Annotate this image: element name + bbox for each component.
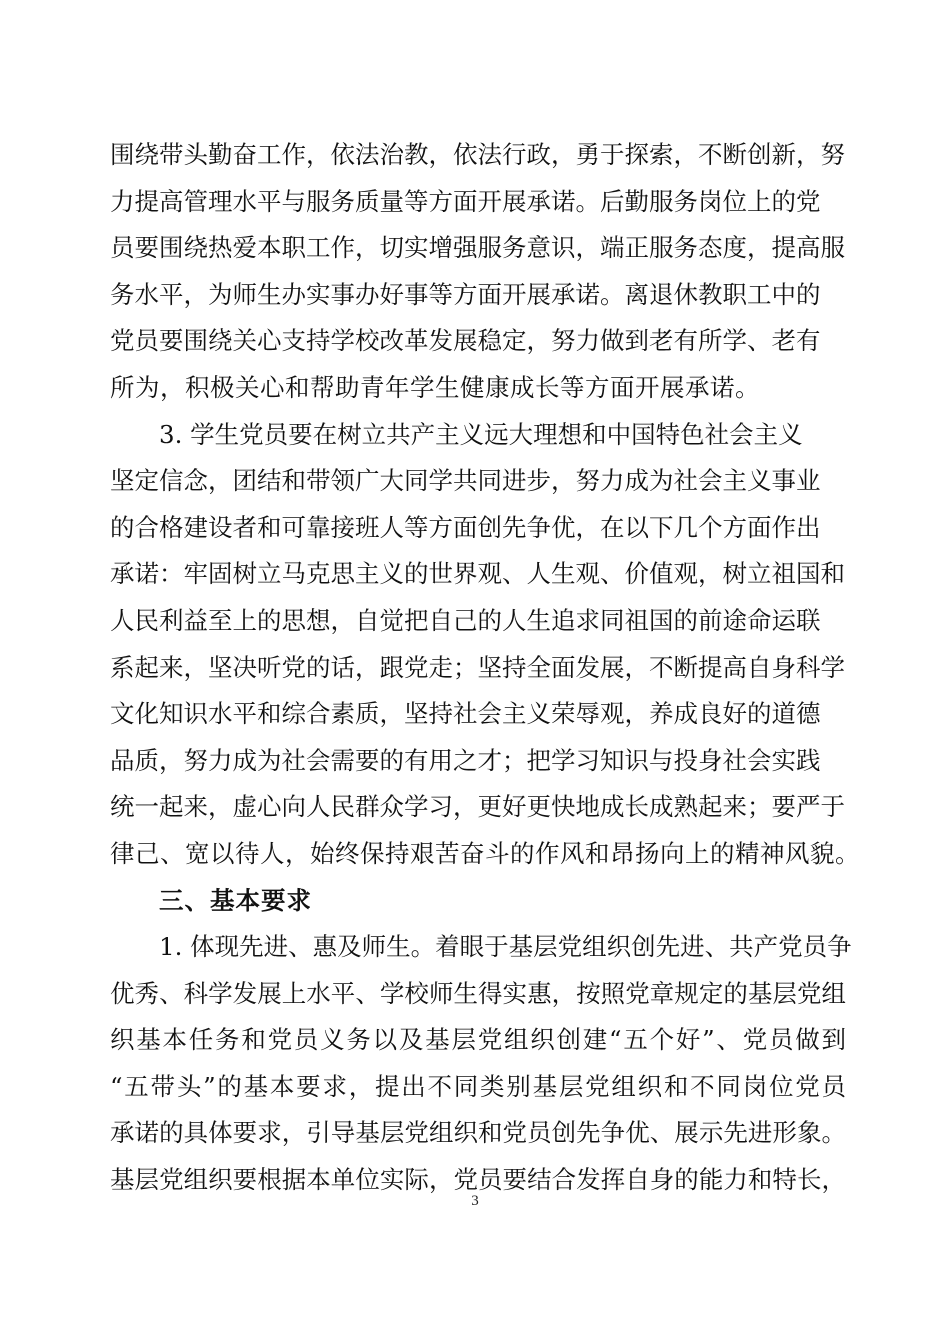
text-line: 坚定信念，团结和带领广大同学共同进步，努力成为社会主义事业 [110, 466, 821, 496]
text-line: 律己、宽以待人，始终保持艰苦奋斗的作风和昂扬向上的精神风貌。 [110, 838, 860, 868]
section-heading: 三、基本要求 [159, 885, 312, 915]
text-line: 文化知识水平和综合素质，坚持社会主义荣辱观，养成良好的道德 [110, 699, 821, 729]
text-line: 党员要围绕关心支持学校改革发展稳定，努力做到老有所学、老有 [110, 326, 821, 356]
text-line: 的合格建设者和可靠接班人等方面创先争优，在以下几个方面作出 [110, 512, 821, 542]
text-line: 统一起来，虚心向人民群众学习，更好更快地成长成熟起来；要严于 [110, 792, 845, 822]
page-number: 3 [471, 1193, 479, 1209]
paragraph-student-members [110, 412, 860, 878]
text-line: 品质，努力成为社会需要的有用之才；把学习知识与投身社会实践 [110, 745, 821, 775]
text-line: 人民利益至上的思想，自觉把自己的人生追求同祖国的前途命运联 [110, 605, 821, 635]
text-line: 所为，积极关心和帮助青年学生健康成长等方面开展承诺。 [110, 372, 760, 402]
document-body [110, 132, 860, 1204]
text-line: 1. 体现先进、惠及师生。着眼于基层党组织创先进、共产党员争 [159, 932, 852, 962]
text-line: 围绕带头勤奋工作，依法治教，依法行政，勇于探索，不断创新，努 [110, 140, 845, 169]
text-line: 系起来，坚决听党的话，跟党走；坚持全面发展，不断提高自身科学 [110, 652, 845, 682]
text-line: 优秀、科学发展上水平、学校师生得实惠，按照党章规定的基层党组 [110, 978, 846, 1008]
paragraph-requirement-1 [110, 924, 852, 1204]
text-line: 3. 学生党员要在树立共产主义远大理想和中国特色社会主义 [159, 419, 803, 449]
text-line: 承诺的具体要求，引导基层党组织和党员创先争优、展示先进形象。 [110, 1118, 846, 1148]
text-line: 力提高管理水平与服务质量等方面开展承诺。后勤服务岗位上的党 [110, 186, 821, 216]
paragraph-continuation [110, 132, 846, 412]
text-line: 务水平，为师生办实事办好事等方面开展承诺。离退休教职工中的 [110, 279, 821, 309]
text-line: 承诺：牢固树立马克思主义的世界观、人生观、价值观，树立祖国和 [110, 559, 845, 589]
text-line: 员要围绕热爱本职工作，切实增强服务意识，端正服务态度，提高服 [110, 233, 845, 263]
text-line: “五带头”的基本要求，提出不同类别基层党组织和不同岗位党员 [110, 1071, 846, 1101]
text-line: 基层党组织要根据本单位实际，党员要结合发挥自身的能力和特长， [110, 1165, 846, 1195]
text-line: 织基本任务和党员义务以及基层党组织创建“五个好”、党员做到 [110, 1025, 846, 1055]
